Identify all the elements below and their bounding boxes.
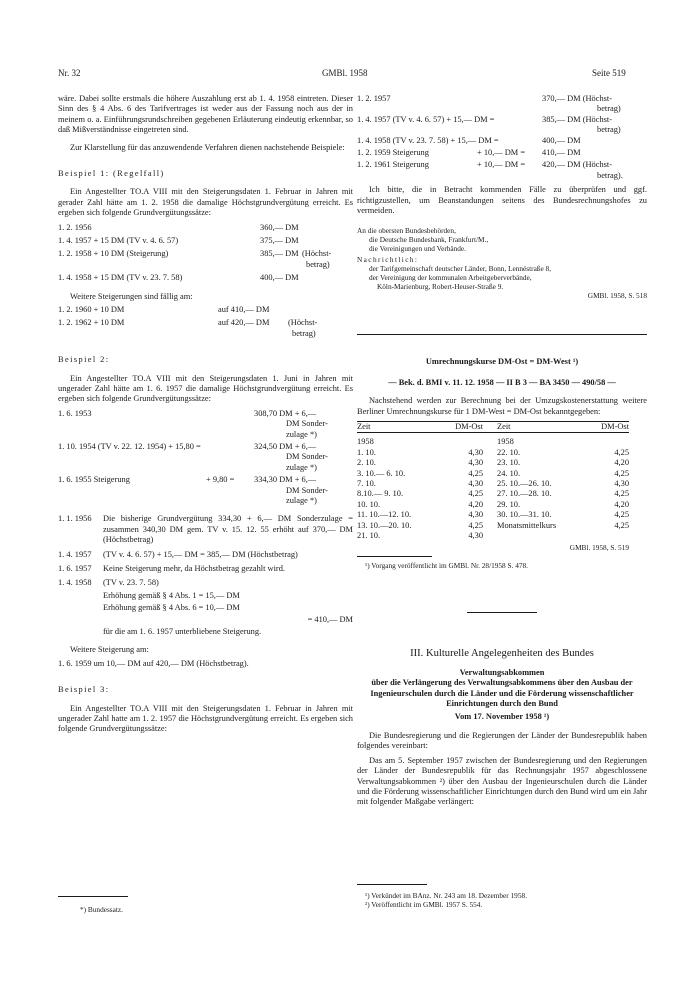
table-cell [427,437,497,447]
intro-paragraph: wäre. Dabei sollte erstmals die höhere Auszahlung erst ab 1. 4. 1958 eintreten. Dieser Sinn des § 4 Abs. 6 des Tarifvertrages ist weder aus der Fassung noch aus der in meinem o. a. Einführungsrundschreiben gegebenen Erläuterung eindeutig erkennbar, so daß Mißverständnisse eingetreten sind. [58,94,353,135]
table-cell: 11. 10.—12. 10. [357,510,412,520]
table-cell: 25. 10.—26. 10. [497,479,552,488]
table-row [357,531,629,541]
table-cell: 10. 10. [357,499,381,509]
table-cell: 4,25 [468,489,483,499]
distribution-list: An die obersten Bundesbehörden, die Deutsche Bundesbank, Frankfurt/M., die Vereinigungen und Verbände. Nachrichtlich: der Tarifgemeinschaft deutscher Länder, Bonn, Lennéstraße 8, der Vereinigung der kommunalen Arbeitgeberverbände, Köln-Marienburg, Robert-Heuser-Straße 9. GMBl. 1958, S. 518 [357,226,647,301]
footnote-bundessatz: *) Bundessatz. [80,905,123,914]
table-cell: 24. 10. [497,468,521,478]
agreement-subtitle: über die Verlängerung des Verwaltungsabkommens über den Ausbau der Ingenieurschulen durch die Länder und die Förderung wissenschaftlicher Einrichtungen durch den Bund [370,678,634,709]
issue-number: Nr. 32 [58,68,81,78]
table-row [357,469,629,479]
step-row: 1. 1. 1956 Die bisherige Grundvergütung 334,30 + 6,— DM Sonderzulage = zusammen 340,30 DM gem. TV v. 15. 12. 55 erhöht auf 370,— DM (Höchstbetrag) [58,514,353,545]
table-header-row: Zeit DM-Ost Zeit DM-Ost [357,421,629,431]
table-row [357,500,629,510]
table-cell: 4,30 [468,531,483,541]
table-cell: 1958 [497,437,514,447]
table-row [357,479,629,489]
table-row: 1. 2. 1960 + 10 DM auf 410,— DM [58,305,270,315]
beispiel-2-heading: Beispiel 2: [58,355,110,365]
table-cell: 30. 10.—31. 10. [497,510,552,520]
table-cell: 4,25 [614,447,629,457]
table-row: 1. 6. 1955 Steigerung + 9,80 = 334,30 DM + 6,— [58,475,317,485]
table-cell: 3. 10.— 6. 10. [357,468,406,478]
table-row: 1. 2. 1958 + 10 DM (Steigerung) 385,— DM (Höchst- [58,249,332,259]
beispiel-2-more-line: 1. 6. 1959 um 10,— DM auf 420,— DM (Höchstbetrag). [58,658,249,668]
footnote-rule [58,896,128,897]
table-cell: 27. 10.—28. 10. [497,489,552,499]
table-cell: 21. 10. [357,531,381,541]
table-cell: 4,25 [468,468,483,478]
beispiel-2-more: Weitere Steigerung am: [70,645,149,655]
left-column [58,94,353,735]
table-cell: 13. 10.—20. 10. [357,520,412,530]
journal-title: GMBl. 1958 [322,68,368,78]
table-cell: 1. 10. [357,447,376,457]
table-row: 1. 10. 1954 (TV v. 22. 12. 1954) + 15,80 = 324,50 DM + 6,— [58,441,317,451]
table-cell: 4,25 [614,510,629,520]
right-column [357,94,647,808]
beispiel-3-table: 1. 2. 1957 370,— DM (Höchst- betrag) 1. 4. 1957 (TV v. 4. 6. 57) + 15,— DM = 385,— DM (Höchst- betrag) 1. 4. 1958 (TV v. 23. 7. 58) + 15,— DM = 400,— DM 1. 2. 1959 Steigerung + 10,— DM = 410,— DM 1. 2. 1961 Steigerung + 10,— DM = 420,— DM (Höchst- betrag). [357,94,647,181]
page-number: Seite 519 [592,68,626,78]
table-row: 1. 2. 1957 370,— DM (Höchst- [357,94,613,103]
reference-519: GMBl. 1958, S. 519 [569,543,629,553]
table-row [357,448,629,458]
footnote-rule [357,884,427,885]
table-row: 1. 4. 1958 (TV v. 23. 7. 58) + 15,— DM = 400,— DM [357,135,581,145]
footnote-rule [357,556,432,557]
table-row [357,437,629,447]
table-cell [581,437,629,447]
table-cell: 1958 [357,437,374,447]
kurse-reference: — Bek. d. BMI v. 11. 12. 1958 — II B 3 — BA 3450 — 490/58 — [388,377,616,387]
agreement-date: Vom 17. November 1958 ¹) [454,712,550,722]
beispiel-1-more: Weitere Steigerungen sind fällig am: [70,291,193,301]
table-cell: 4,25 [614,468,629,478]
beispiel-2-steps [58,514,353,637]
section-divider [357,334,647,335]
table-row [357,510,629,520]
table-cell [497,531,581,541]
table-cell: 4,25 [468,520,483,530]
table-cell: 4,20 [468,499,483,509]
table-row-cont: betrag) [292,328,316,338]
table-cell: 4,20 [614,458,629,468]
table-cell [581,531,629,541]
table-cell: 4,30 [468,447,483,457]
table-cell: 4,25 [614,489,629,499]
table-cell: 4,20 [614,499,629,509]
beispiel-1-heading: Beispiel 1: (Regelfall) [58,169,165,179]
rates-table-body [357,437,629,541]
table-row: 1. 6. 1953 308,70 DM + 6,— [58,408,317,418]
table-cell: 4,30 [468,458,483,468]
klarstellung-paragraph: Zur Klarstellung für das anzuwendende Verfahren dienen nachstehende Beispiele: [70,142,345,152]
kurse-intro: Nachstehend werden zur Berechnung bei der Umzugskostenerstattung weitere Berliner Umrechnungskurse für 1 DM-West = DM-Ost bekanntgegeben: [357,396,647,416]
reference-518: GMBl. 1958, S. 518 [587,291,647,301]
table-cell: 22. 10. [497,447,521,457]
beispiel-1-table [58,223,353,284]
beispiel-2-text: Ein Angestellter TO.A VIII mit den Steigerungsdaten 1. Juni in Jahren mit ungerader Zahl hätte am 1. 6. 1957 die damalige Höchstgrundvergütung erreicht. Es ergeben sich folgende Grundvergütungssätze: [58,373,353,404]
bitte-paragraph: Ich bitte, die in Betracht kommenden Fälle zu überprüfen und ggf. richtigzustellen, um Beanstandungen seitens des Bundesrechnungshofes zu vermeiden. [357,185,647,215]
step-row: 1. 4. 1957 (TV v. 4. 6. 57) + 15,— DM = 385,— DM (Höchstbetrag) [58,549,298,559]
rates-table [357,421,629,433]
beispiel-1-text: Ein Angestellter TO.A VIII mit den Steigerungsdaten 1. Februar in Jahren mit gerader Zahl hätte am 1. 2. 1958 die damalige Höchstgrundvergütung erreicht. Es ergeben sich folgende Grundvergütungssätze: [58,187,353,218]
table-row: 1. 4. 1958 + 15 DM (TV v. 23. 7. 58) 400,— DM [58,273,299,283]
agreement-paragraph-1: Die Bundesregierung und die Regierungen der Länder der Bundesrepublik haben folgendes vereinbart: [357,730,647,751]
kurse-title: Umrechnungskurse DM-Ost = DM-West ¹) [425,357,579,367]
agreement-title: Verwaltungsabkommen [459,667,545,677]
table-row: 1. 4. 1957 + 15 DM (TV v. 4. 6. 57) 375,— DM [58,236,299,246]
table-row: 1. 2. 1959 Steigerung + 10,— DM = 410,— DM [357,147,581,157]
beispiel-2-table: 1. 6. 1953 308,70 DM + 6,— DM Sonder- zulage *) 1. 10. 1954 (TV v. 22. 12. 1954) + 15,80 = 324,50 DM + 6,— DM Sonder- zulage *) 1. 6. 1955 Steigerung + 9,80 = 334,30 DM + 6,— DM Sonder- zulage *) [58,409,353,507]
table-row: 1. 2. 1961 Steigerung + 10,— DM = 420,— DM (Höchst- [357,160,613,170]
table-cell: 29. 10. [497,499,521,509]
step-row: 1. 6. 1957 Keine Steigerung mehr, da Höchstbetrag gezahlt wird. [58,563,285,573]
separator-rule [467,612,537,613]
beispiel-1-more-table [58,305,353,339]
table-cell: 8.10.— 9. 10. [357,489,404,499]
step-row: 1. 4. 1958 (TV v. 23. 7. 58) Erhöhung gemäß § 4 Abs. 1 = 15,— DM Erhöhung gemäß § 4 Abs. 6 = 10,— DM = 410,— DM für die am 1. 6. 1957 unterbliebene Steigerung. [58,578,353,636]
table-row: 1. 2. 1962 + 10 DM auf 420,— DM (Höchst- [58,318,318,328]
table-cell: 4,30 [468,479,483,488]
table-row: 1. 4. 1957 (TV v. 4. 6. 57) + 15,— DM = 385,— DM (Höchst- [357,114,613,124]
nachrichtlich-label: Nachrichtlich: [357,255,419,265]
table-cell: 2. 10. [357,458,376,468]
beispiel-3-heading: Beispiel 3: [58,685,110,695]
table-cell: 4,30 [614,479,629,488]
footnote-veroeffentlicht: ²) Veröffentlicht im GMBl. 1957 S. 554. [365,900,483,909]
footnotes-agreement [365,891,645,909]
table-cell: Monatsmittelkurs [497,520,557,530]
table-row [357,458,629,468]
footnote-verkuendet: ¹) Verkündet im BAnz. Nr. 243 am 18. Dezember 1958. [365,891,527,900]
table-cell: 7. 10. [357,479,376,488]
table-cell: 4,30 [468,510,483,520]
table-row [357,489,629,499]
table-row-cont: betrag) [306,259,330,269]
table-cell: 23. 10. [497,458,521,468]
agreement-paragraph-2: Das am 5. September 1957 zwischen der Bundesregierung und den Regierungen der Länder der Bundesrepublik für das Rechnungsjahr 1957 abgeschlossene Verwaltungsabkommen ²) über den Ausbau der Ingenieurschulen durch die Länder und die Förderung wissenschaftlicher Einrichtungen durch den Bund wird um ein Jahr mit folgender Maßgabe verlängert: [357,755,647,807]
footnote-vorgang: ¹) Vorgang veröffentlicht im GMBl. Nr. 28/1958 S. 478. [365,561,528,571]
table-cell: 4,25 [614,520,629,530]
table-row: 1. 2. 1956 360,— DM [58,222,299,232]
beispiel-3-text: Ein Angestellter TO.A VIII mit den Steigerungsdaten 1. Februar in Jahren mit ungerader Zahl hatte am 1. 2. 1957 die Höchstgrundvergütung erreicht. Es ergeben sich folgende Grundvergütungssätze: [58,703,353,734]
section-heading: III. Kulturelle Angelegenheiten des Bundes [410,648,594,660]
table-row [357,521,629,531]
